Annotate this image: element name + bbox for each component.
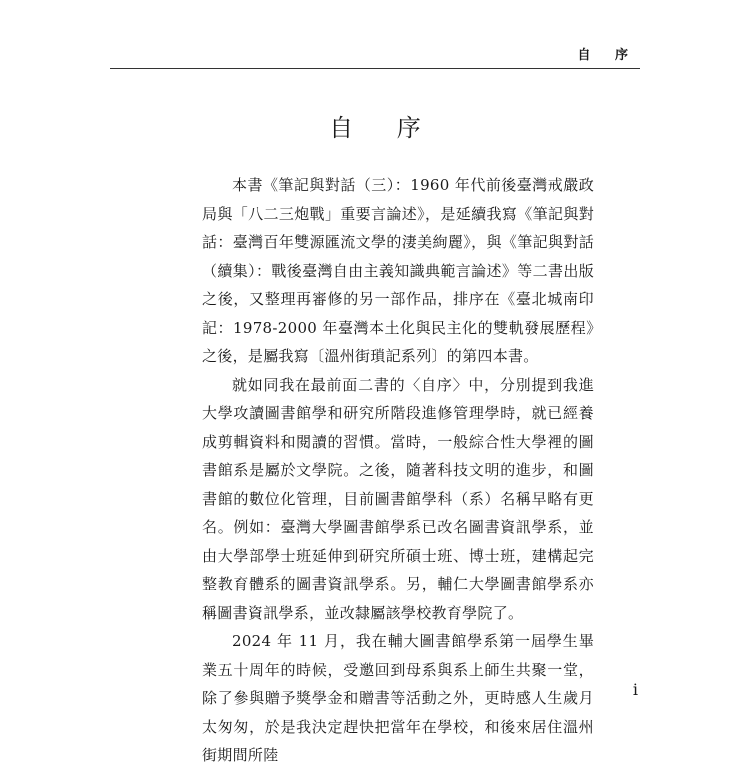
header-rule	[110, 68, 640, 69]
running-header: 自 序	[577, 48, 638, 63]
body-text	[202, 171, 594, 770]
paragraph-3: 2024 年 11 月，我在輔大圖書館學系第一屆學生畢業五十周年的時候，受邀回到母系與系上師生共聚一堂，除了參與贈予獎學金和贈書等活動之外，更時感人生歲月太匆匆，於是我決定趕快把當年在學校，和後來居住溫州街期間所陸	[202, 632, 594, 764]
chapter-title: 自 序	[329, 114, 439, 142]
page-number: i	[632, 680, 638, 699]
paragraph-2: 就如同我在最前面二書的〈自序〉中，分別提到我進大學攻讀圖書館學和研究所階段進修管理學時，就已經養成剪輯資料和閱讀的習慣。當時，一般綜合性大學裡的圖書館系是屬於文學院。之後，隨著科技文明的進步，和圖書館的數位化管理，目前圖書館學科（系）名稱早略有更名。例如：臺灣大學圖書館學系已改名圖書資訊學系，並由大學部學士班延伸到研究所碩士班、博士班，建構起完整教育體系的圖書資訊學系。另，輔仁大學圖書館學系亦稱圖書資訊學系，並改隸屬該學校教育學院了。	[202, 375, 594, 622]
paragraph-1: 本書《筆記與對話（三）：1960 年代前後臺灣戒嚴政局與「八二三炮戰」重要言論述》，是延續我寫《筆記與對話：臺灣百年雙源匯流文學的淒美絢麗》，與《筆記與對話（續集）：戰後臺灣自由主義知識典範言論述》等二書出版之後，又整理再審修的另一部作品，排序在《臺北城南印記：1978-2000 年臺灣本土化與民主化的雙軌發展歷程》之後，是屬我寫〔溫州街瑣記系列〕的第四本書。	[202, 176, 594, 365]
